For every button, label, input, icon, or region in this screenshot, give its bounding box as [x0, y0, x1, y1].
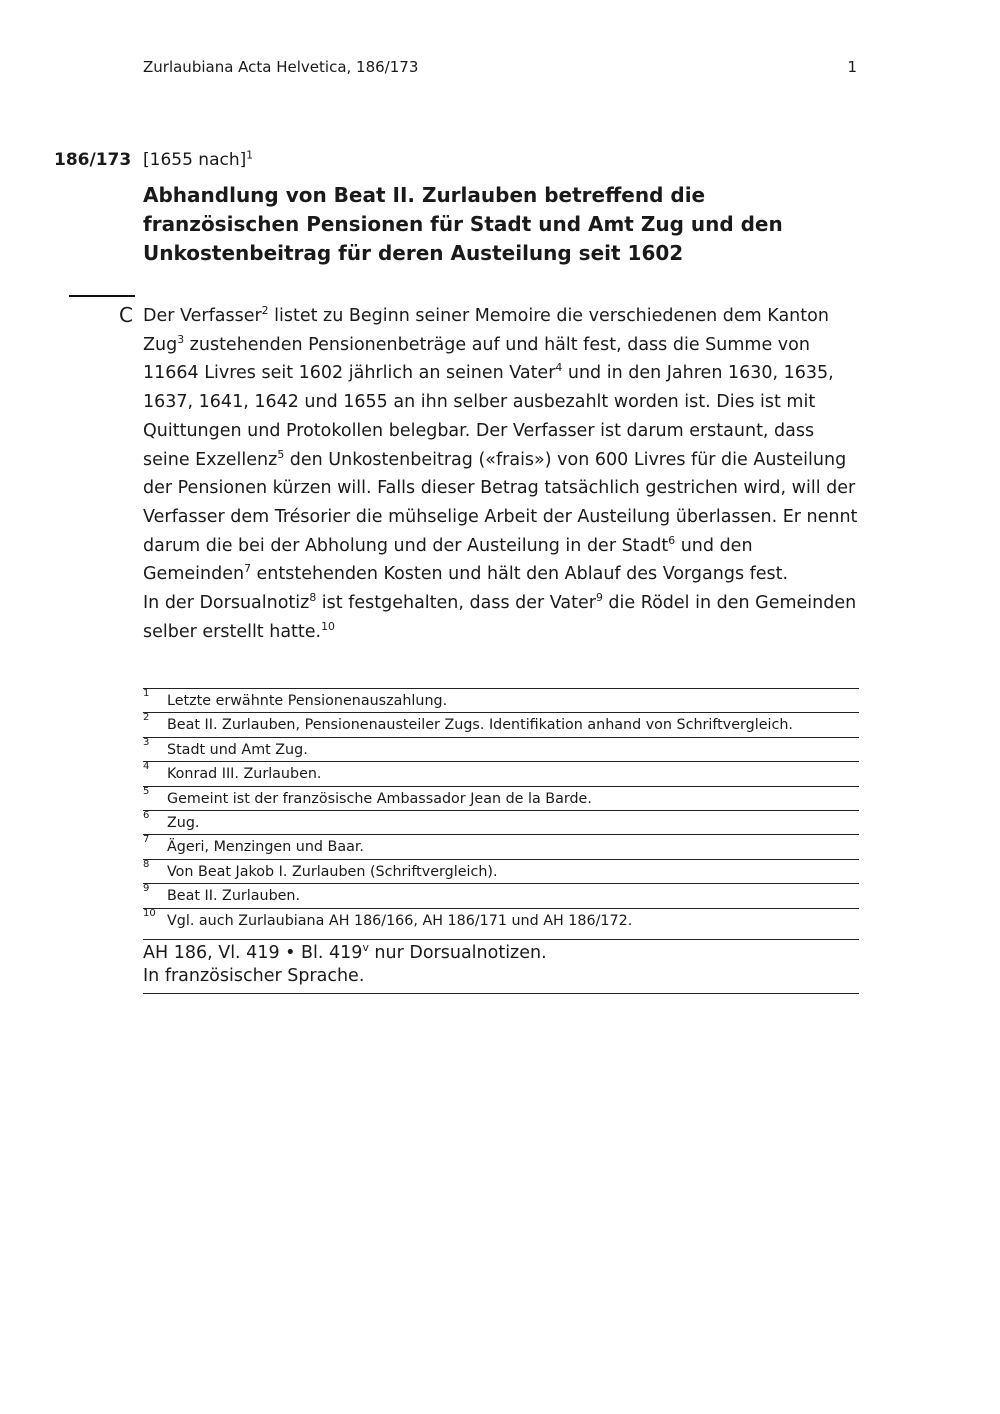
footnote-text: Konrad III. Zurlauben. — [167, 766, 322, 783]
footnote-number: 2 — [143, 712, 150, 724]
footnote-number: 4 — [143, 761, 150, 773]
footnote — [143, 811, 859, 835]
footnote — [143, 689, 859, 713]
footnote-ref: 8 — [309, 591, 317, 605]
page-header — [143, 58, 859, 80]
footnote-number: 1 — [143, 688, 150, 699]
footnote-number: 9 — [143, 883, 150, 895]
divider — [69, 295, 135, 297]
footnote — [143, 909, 859, 932]
footnote-ref: 3 — [177, 332, 185, 346]
source-signature: AH 186, Vl. 419 • Bl. 419$^v$ nur Dorsualnotizen. — [143, 941, 547, 963]
footnote-ref: 7 — [244, 562, 251, 576]
footnote-text: Zug. — [167, 814, 200, 831]
footnote — [143, 860, 859, 884]
footnote — [143, 762, 859, 786]
source-notes — [143, 939, 859, 994]
footnote-ref: 10 — [321, 619, 335, 633]
footnote-number: 6 — [143, 809, 150, 821]
footnote-ref: 1 — [246, 149, 253, 162]
footnote-number: 8 — [143, 858, 150, 870]
footnote-text: Beat II. Zurlauben, Pensionenausteiler Zugs. Identifikation anhand von Schriftvergleich. — [167, 717, 793, 734]
footnote-number: 10 — [143, 907, 156, 919]
date-text: [1655 nach] — [143, 150, 247, 170]
footnote-list — [143, 688, 859, 932]
footnote-ref: 5 — [277, 447, 285, 461]
running-title: Zurlaubiana Acta Helvetica, 186/173 — [143, 58, 419, 76]
document-number: 186/173 — [54, 150, 132, 170]
footnote — [143, 738, 859, 762]
footnote-text: Stadt und Amt Zug. — [167, 741, 308, 758]
footnote-text: Letzte erwähnte Pensionenauszahlung. — [167, 693, 448, 709]
footnote-text: Gemeint ist der französische Ambassador Jean de la Barde. — [167, 790, 592, 807]
summary-marker: C — [119, 303, 133, 327]
footnote-text: Von Beat Jakob I. Zurlauben (Schriftvergleich). — [167, 863, 498, 880]
footnote-ref: 4 — [555, 361, 563, 375]
footnote — [143, 835, 859, 859]
footnote — [143, 713, 859, 737]
footnote-text: Beat II. Zurlauben. — [167, 888, 301, 905]
document-title: Abhandlung von Beat II. Zurlauben betreffend die französischen Pensionen für Stadt und Amt Zug und den Unkostenbeitrag für deren Austeilung seit 1602 — [143, 183, 783, 265]
footnote-ref: 6 — [668, 533, 676, 547]
footnote-text: Ägeri, Menzingen und Baar. — [167, 839, 364, 856]
source-language: In französischer Sprache. — [143, 966, 365, 986]
summary-paragraph: Der Verfasser$^2$ listet zu Beginn seiner Memoire die verschiedenen dem Kanton Zug$^3$ zustehenden Pensionenbeträge auf und hält fest, dass die Summe von 11664 Livres seit 1602 jährlich an seinen Vater$^4$ und in den Jahren 1630, 1635, 1637, 1641, 1642 und 1655 an ihn selber ausbezahlt worden ist. Dies ist mit Quittungen und Protokollen belegbar. Der Verfasser ist darum erstaunt, dass seine Exzellenz$^5$ den Unkostenbeitrag («frais») von 600 Livres für die Austeilung der Pensionen kürzen will. Falls dieser Betrag tatsächlich gestrichen wird, will der Verfasser dem Trésorier die mühselige Arbeit der Austeilung überlassen. Er nennt darum die bei der Abholung und der Austeilung in der Stadt$^6$ und den Gemeinden$^7$ entstehenden Kosten und hält den Ablauf des Vorgangs fest. In der Dorsualnotiz$^8$ ist festgehalten, dass der Vater$^9$ die Rödel in den Gemeinden selber erstellt hatte.$^{10}$ — [143, 304, 858, 642]
footnote-ref: 9 — [595, 591, 603, 605]
footnote — [143, 884, 859, 908]
footnote-text: Vgl. auch Zurlaubiana AH 186/166, AH 186/171 und AH 186/172. — [167, 912, 633, 929]
document-date — [143, 150, 253, 170]
footnote — [143, 787, 859, 811]
footnote-ref: 2 — [261, 304, 269, 318]
footnote-number: 3 — [143, 736, 150, 748]
page-number: 1 — [847, 58, 857, 76]
footnote-number: 5 — [143, 785, 150, 797]
footnote-number: 7 — [143, 834, 150, 846]
